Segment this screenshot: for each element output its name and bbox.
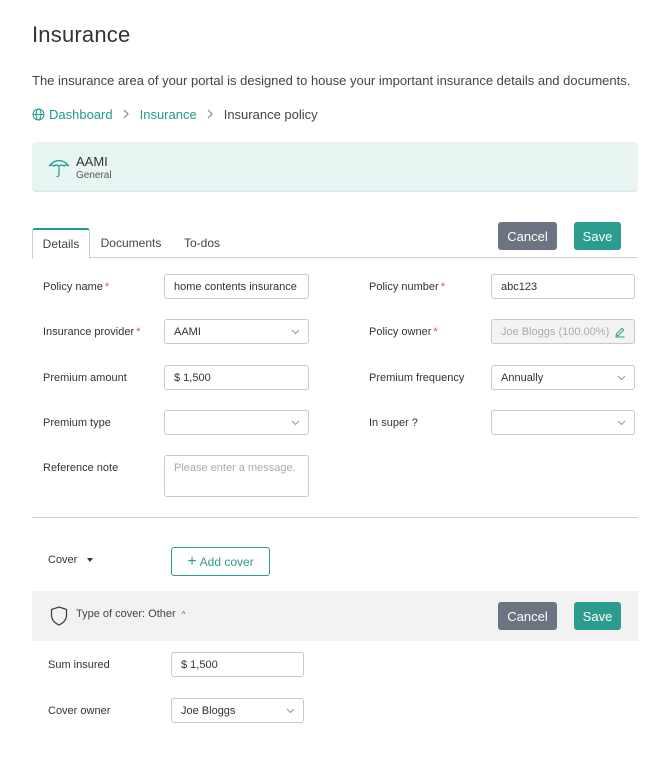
policy-name-label: Policy name * [43, 281, 110, 293]
chevron-right-icon [123, 108, 130, 122]
cover-owner-label: Cover owner [48, 705, 111, 717]
plus-icon: + [187, 552, 197, 570]
breadcrumb [32, 107, 318, 122]
premium-type-label: Premium type [43, 417, 111, 429]
cancel-button[interactable]: Cancel [498, 222, 557, 250]
premium-amount-label: Premium amount [43, 372, 127, 384]
policy-number-input[interactable]: abc123 [491, 274, 635, 299]
provider-name: AAMI [76, 154, 108, 169]
provider-type: General [76, 170, 112, 181]
premium-type-select[interactable] [164, 410, 309, 435]
shield-icon [50, 606, 68, 626]
policy-number-label: Policy number * [369, 281, 445, 293]
chevron-down-icon [617, 418, 626, 427]
chevron-down-icon [286, 706, 295, 715]
cover-cancel-button[interactable]: Cancel [498, 602, 557, 630]
tab-documents[interactable]: Documents [100, 236, 162, 250]
premium-amount-input[interactable]: $ 1,500 [164, 365, 309, 390]
reference-note-label: Reference note [43, 462, 119, 474]
cover-save-button[interactable]: Save [574, 602, 621, 630]
policy-owner-field: Joe Bloggs (100.00%) [491, 319, 635, 344]
premium-frequency-label: Premium frequency [369, 372, 465, 384]
premium-frequency-select[interactable]: Annually [491, 365, 635, 390]
in-super-label: In super ? [369, 417, 418, 429]
chevron-down-icon [617, 373, 626, 382]
chevron-down-icon [291, 418, 300, 427]
insurance-provider-label: Insurance provider * [43, 326, 141, 338]
umbrella-icon [48, 156, 70, 178]
add-cover-button[interactable]: + Add cover [171, 547, 270, 576]
breadcrumb-insurance[interactable]: Insurance [139, 107, 197, 122]
sum-insured-label: Sum insured [48, 659, 110, 671]
section-divider [32, 517, 638, 518]
caret-down-icon [87, 558, 93, 562]
breadcrumb-insurance-policy: Insurance policy [223, 107, 318, 122]
insurance-provider-select[interactable]: AAMI [164, 319, 309, 344]
cover-owner-select[interactable]: Joe Bloggs [171, 698, 304, 723]
edit-pencil-icon[interactable] [614, 326, 626, 338]
tab-details[interactable]: Details [32, 228, 90, 259]
page-title: Insurance [32, 22, 131, 47]
chevron-right-icon [207, 108, 214, 122]
provider-card [32, 142, 638, 192]
policy-owner-label: Policy owner * [369, 326, 438, 338]
sum-insured-input[interactable]: $ 1,500 [171, 652, 304, 677]
policy-name-input[interactable]: home contents insurance [164, 274, 309, 299]
globe-icon [32, 108, 45, 121]
cover-type-toggle[interactable]: Type of cover: Other ^ [76, 608, 186, 620]
in-super-select[interactable] [491, 410, 635, 435]
cover-toggle[interactable]: Cover [48, 554, 93, 566]
chevron-up-icon: ^ [181, 609, 186, 619]
reference-note-textarea[interactable]: Please enter a message. [164, 455, 309, 497]
chevron-down-icon [291, 327, 300, 336]
tab-to-dos[interactable]: To-dos [183, 236, 221, 250]
page-description: The insurance area of your portal is designed to house your important insurance details and documents. [32, 73, 631, 88]
save-button[interactable]: Save [574, 222, 621, 250]
breadcrumb-dashboard[interactable]: Dashboard [49, 107, 113, 122]
